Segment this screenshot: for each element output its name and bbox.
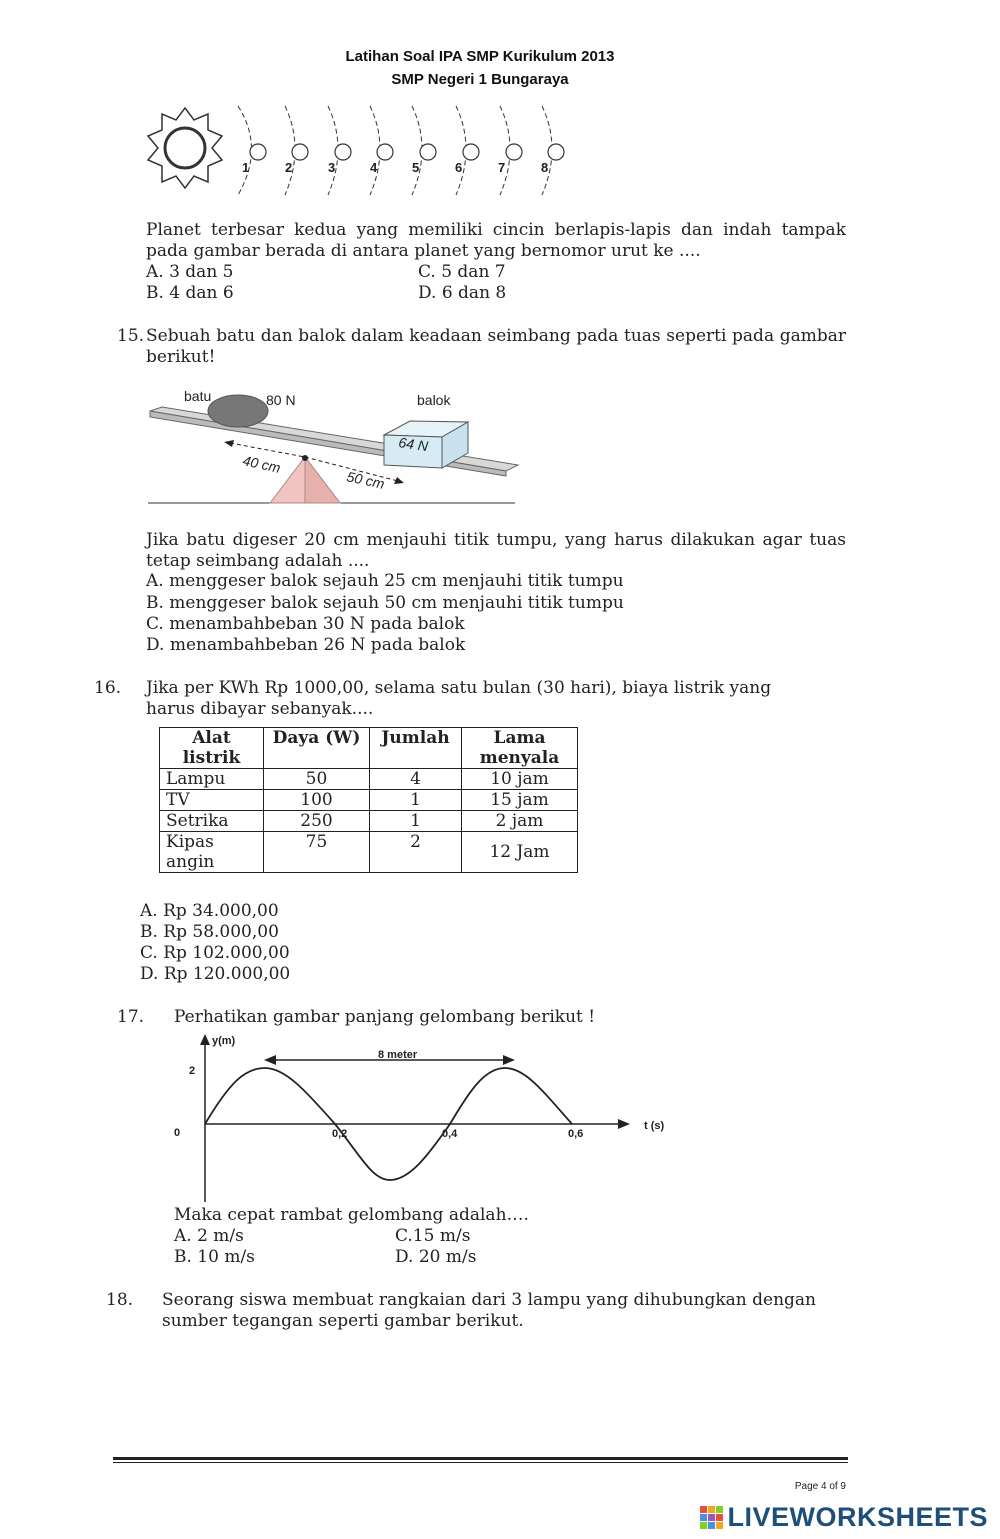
- q14-option-d[interactable]: D. 6 dan 8: [418, 283, 507, 303]
- q17-number: 17.: [117, 1007, 145, 1027]
- x-tick-label: 0,6: [568, 1128, 584, 1140]
- logo-grid-icon: [700, 1506, 723, 1529]
- q14-option-c[interactable]: C. 5 dan 7: [418, 262, 506, 282]
- planet-label: 3: [328, 160, 336, 175]
- footer-rule: [113, 1457, 848, 1460]
- q17-option-d[interactable]: D. 20 m/s: [395, 1247, 477, 1267]
- q15-option-b[interactable]: B. menggeser balok sejauh 50 cm menjauhi titik tumpu: [146, 593, 624, 613]
- y-axis-label: y(m): [212, 1035, 236, 1047]
- stone-shape: [208, 395, 268, 427]
- q14-option-a[interactable]: A. 3 dan 5: [146, 262, 234, 282]
- footer-rule-thin: [113, 1462, 848, 1463]
- q14-option-b[interactable]: B. 4 dan 6: [146, 283, 234, 303]
- q18-text-line1: Seorang siswa membuat rangkaian dari 3 lampu yang dihubungkan dengan: [162, 1290, 817, 1310]
- table-row: Kipas angin 75 2 12 Jam: [160, 832, 578, 873]
- q14-text: Planet terbesar kedua yang memiliki cincin berlapis-lapis dan indah tampak pada gambar berada di antara planet yang bernomor urut ke ....: [146, 220, 846, 261]
- planet-label: 2: [285, 160, 293, 175]
- solar-system-figure: [140, 100, 580, 200]
- q17-text: Perhatikan gambar panjang gelombang berikut !: [174, 1007, 596, 1027]
- y-tick-label: 2: [189, 1065, 196, 1077]
- table-row: Lampu 50 4 10 jam: [160, 769, 578, 790]
- planet-label: 5: [412, 160, 420, 175]
- q16-option-b[interactable]: B. Rp 58.000,00: [140, 922, 279, 942]
- q17-option-a[interactable]: A. 2 m/s: [174, 1226, 244, 1246]
- q15-number: 15.: [117, 326, 145, 346]
- header-school: SMP Negeri 1 Bungaraya: [391, 71, 569, 88]
- q16-option-a[interactable]: A. Rp 34.000,00: [140, 901, 279, 921]
- q15-option-a[interactable]: A. menggeser balok sejauh 25 cm menjauhi titik tumpu: [146, 571, 624, 591]
- q15-text: Sebuah batu dan balok dalam keadaan seimbang pada tuas seperti pada gambar berikut!: [146, 326, 846, 367]
- appliance-table: [159, 727, 578, 873]
- q16-option-c[interactable]: C. Rp 102.000,00: [140, 943, 290, 963]
- q16-number: 16.: [94, 678, 122, 698]
- table-header-row: Alat listrik Daya (W) Jumlah Lama menyala: [160, 728, 578, 769]
- batu-weight-label: 80 N: [266, 392, 296, 408]
- planet-label: 1: [242, 160, 250, 175]
- planet-label: 7: [498, 160, 506, 175]
- header-title: Latihan Soal IPA SMP Kurikulum 2013: [345, 48, 615, 65]
- q17-text2: Maka cepat rambat gelombang adalah….: [174, 1205, 529, 1225]
- q16-text-line2: harus dibayar sebanyak....: [146, 699, 374, 719]
- q17-option-b[interactable]: B. 10 m/s: [174, 1247, 255, 1267]
- planet-label: 8: [541, 160, 549, 175]
- q16-text-line1: Jika per KWh Rp 1000,00, selama satu bulan (30 hari), biaya listrik yang: [146, 678, 772, 698]
- sun-icon: [148, 108, 222, 188]
- q18-number: 18.: [106, 1290, 134, 1310]
- x-axis-label: t (s): [644, 1120, 665, 1132]
- q18-text-line2: sumber tegangan seperti gambar berikut.: [162, 1311, 524, 1331]
- brand-text: LIVEWORKSHEETS: [727, 1502, 988, 1532]
- left-distance-label: 40 cm: [241, 452, 282, 476]
- planet-label: 6: [455, 160, 463, 175]
- table-row: TV 100 1 15 jam: [160, 790, 578, 811]
- wave-figure: [160, 1030, 680, 1205]
- liveworksheets-logo: [700, 1502, 988, 1533]
- y-tick-label: 0: [174, 1127, 181, 1139]
- q16-option-d[interactable]: D. Rp 120.000,00: [140, 964, 291, 984]
- planet-label: 4: [370, 160, 378, 175]
- q15-option-d[interactable]: D. menambahbeban 26 N pada balok: [146, 635, 466, 655]
- wavelength-label: 8 meter: [378, 1049, 418, 1061]
- page-number: Page 4 of 9: [794, 1481, 846, 1492]
- q17-option-c[interactable]: C.15 m/s: [395, 1226, 471, 1246]
- q15-option-c[interactable]: C. menambahbeban 30 N pada balok: [146, 614, 465, 634]
- q15-text2: Jika batu digeser 20 cm menjauhi titik tumpu, yang harus dilakukan agar tuas tetap seimbang adalah ....: [146, 530, 846, 571]
- right-distance-label: 50 cm: [345, 468, 386, 492]
- x-tick-label: 0,2: [332, 1128, 348, 1140]
- batu-label: batu: [184, 388, 212, 404]
- x-tick-label: 0,4: [442, 1128, 458, 1140]
- table-row: Setrika 250 1 2 jam: [160, 811, 578, 832]
- balok-weight-label: 64 N: [397, 434, 430, 455]
- lever-figure: [140, 385, 530, 510]
- balok-label: balok: [417, 392, 451, 408]
